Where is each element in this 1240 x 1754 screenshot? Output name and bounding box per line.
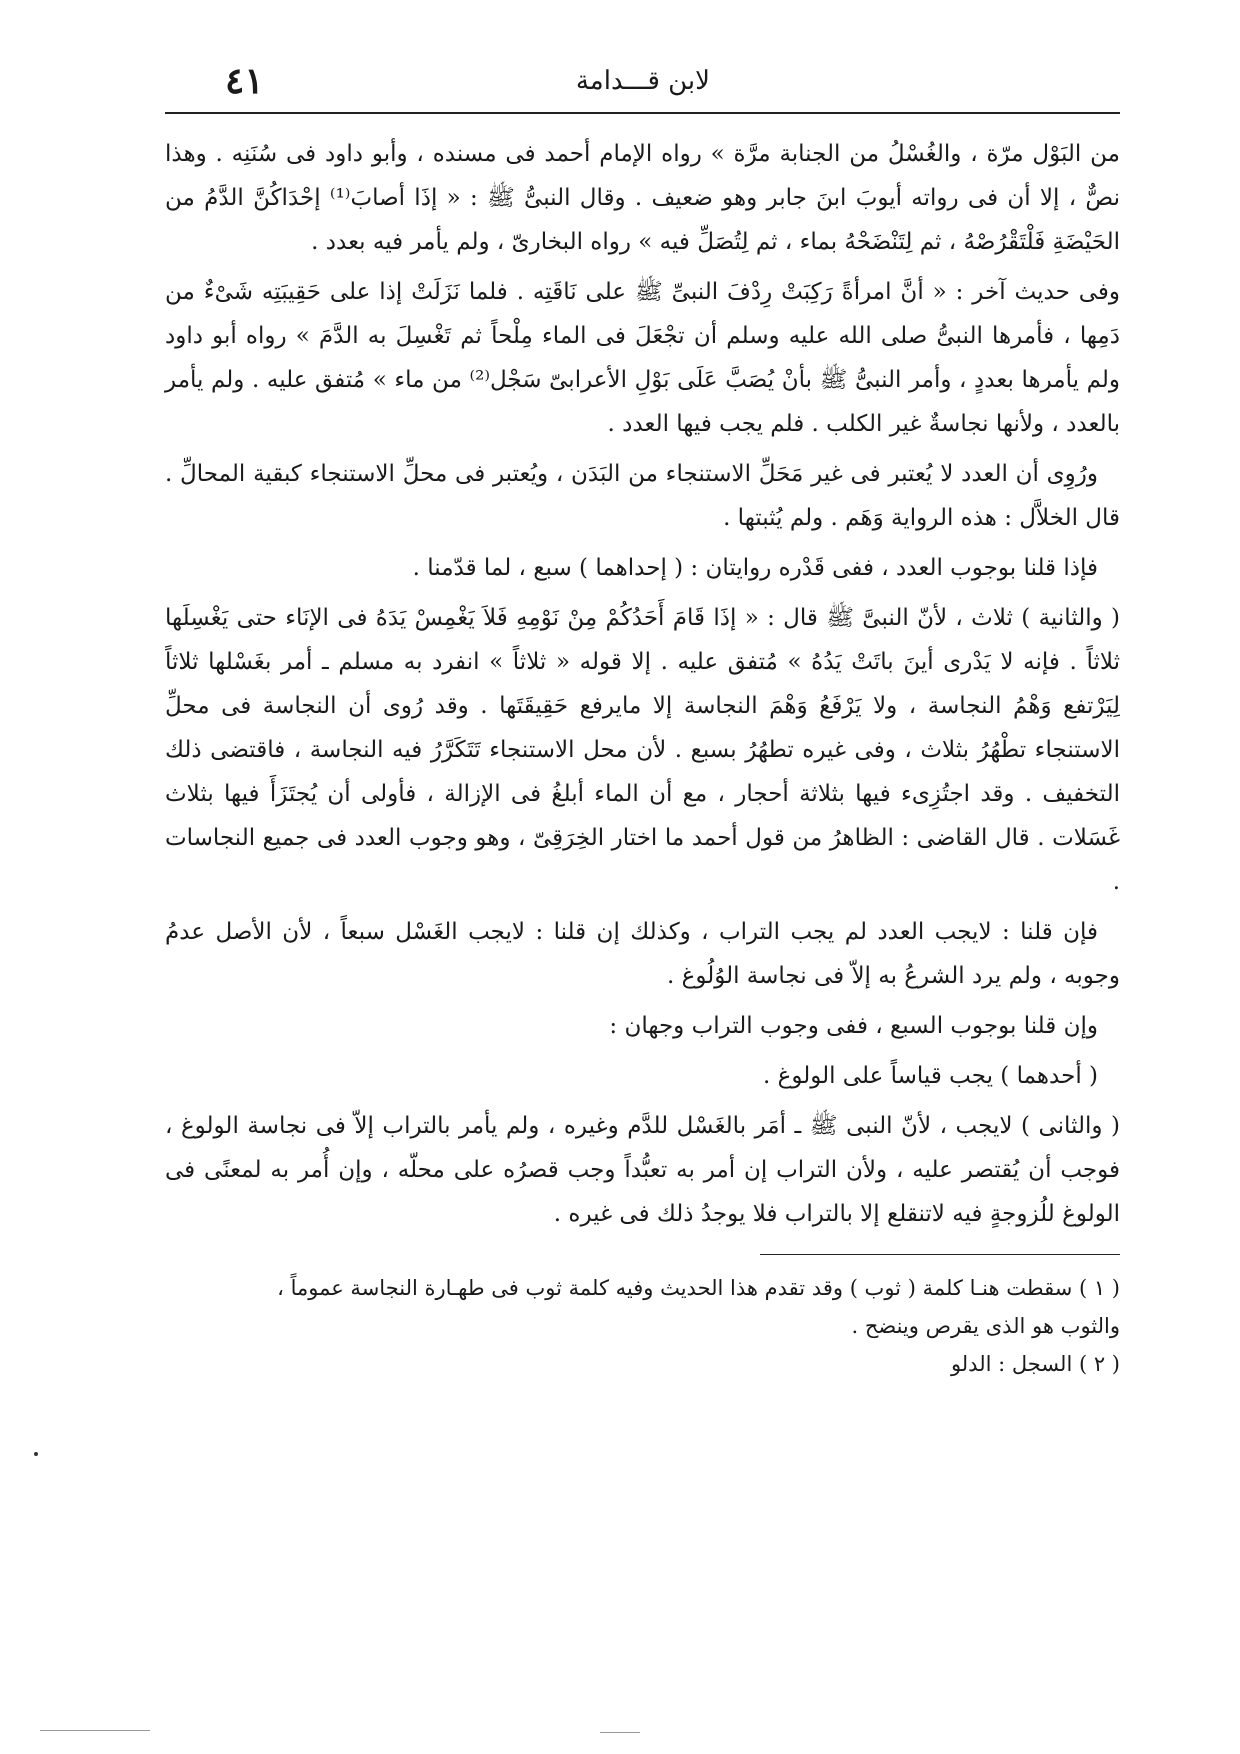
footnote-divider (760, 1254, 1120, 1255)
footnotes (165, 1269, 1120, 1383)
paragraph: وفى حديث آخر : « أنَّ امرأةً رَكِبَتْ رِدْفَ النبىِّ ﷺ على نَاقَتِه . فلما نَزَلَتْ إذا على حَقِيبَتِه شَىْءٌ من دَمِها ، فأمرها النبىُّ صلى الله عليه وسلم أن تجْعَلَ فى الماء مِلْحاً ثم تَغْسِلَ به الدَّمَ » رواه أبو داود ولم يأمرها بعددٍ ، وأمر النبىُّ ﷺ بأنْ يُصَبَّ عَلَى بَوْلِ الأعرابىّ سَجْل⁽²⁾ من ماء » مُتفق عليه . ولم يأمر بالعدد ، ولأنها نجاسةٌ غير الكلب . فلم يجب فيها العدد . (165, 279, 1120, 437)
scan-speck (34, 1452, 38, 1456)
body-text (165, 132, 1120, 1236)
paragraph: وإن قلنا بوجوب السبع ، ففى وجوب التراب وجهان : (609, 1013, 1098, 1039)
footnote-1-line-2: والثوب هو الذى يقرص وينضح . (851, 1314, 1120, 1338)
footnote-1-line-1: ( ١ ) سقطت هنـا كلمة ( ثوب ) وقد تقدم هذا الحديث وفيه كلمة ثوب فى طهـارة النجاسة عموماً ، (277, 1276, 1120, 1300)
scan-artifact (40, 1730, 150, 1731)
paragraph: ( والثانى ) لايجب ، لأنّ النبى ﷺ ـ أمَر بالغَسْل للدَّم وغيره ، ولم يأمر بالتراب إلاّ فى نجاسة الولوغ ، فوجب أن يُقتصر عليه ، ولأن التراب إن أمر به تعبُّداً وجب قصرُه على محلّه ، وإن أُمر به لمعنًى فى الولوغ للُزوجةٍ فيه لاتنقلع إلا بالتراب فلا يوجدُ ذلك فى غيره . (165, 1113, 1120, 1227)
running-title: لابن قـــدامة (575, 66, 710, 96)
running-head (165, 60, 1120, 114)
paragraph: فإذا قلنا بوجوب العدد ، ففى قَدْره روايتان : ( إحداهما ) سبع ، لما قدّمنا . (412, 555, 1098, 581)
page-number: ٤١ (225, 60, 264, 102)
paragraph: من البَوْل مرّة ، والغُسْلُ من الجنابة مرَّة » رواه الإمام أحمد فى مسنده ، وأبو داود فى سُنَنِه . وهذا نصٌّ ، إلا أن فى رواته أيوبَ ابنَ جابر وهو ضعيف . وقال النبىُّ ﷺ : « إذَا أصابَ⁽¹⁾ إحْدَاكُنَّ الدَّمُ من الحَيْضَةِ فَلْتَقْرُصْهُ ، ثم لِتَنْضَحْهُ بماء ، ثم لِتُصَلِّ فيه » رواه البخارىّ ، ولم يأمر فيه بعدد . (165, 141, 1120, 255)
paragraph: فإن قلنا : لايجب العدد لم يجب التراب ، وكذلك إن قلنا : لايجب الغَسْل سبعاً ، لأن الأصل عدمُ وجوبه ، ولم يرد الشرعُ به إلاّ فى نجاسة الوُلُوغ . (165, 919, 1120, 989)
book-page (165, 60, 1120, 1720)
footnote-2: ( ٢ ) السجل : الدلو (950, 1352, 1120, 1376)
paragraph: ورُوِى أن العدد لا يُعتبر فى غير مَحَلِّ الاستنجاء من البَدَن ، ويُعتبر فى محلِّ الاستنجاء كبقية المحالِّ . قال الخلاَّل : هذه الرواية وَهَم . ولم يُثبتها . (165, 461, 1120, 531)
paragraph: ( والثانية ) ثلاث ، لأنّ النبىَّ ﷺ قال : « إذَا قَامَ أَحَدُكُمْ مِنْ نَوْمِهِ فَلاَ يَغْمِسْ يَدَهُ فى الإنَاء حتى يَغْسِلَها ثلاثاً . فإنه لا يَدْرى أينَ باتَتْ يَدُهُ » مُتفق عليه . إلا قوله « ثلاثاً » انفرد به مسلم ـ أمر بغَسْلها ثلاثاً لِيَرْتفع وَهْمُ النجاسة ، ولا يَرْفَعُ وَهْمَ النجاسة إلا مايرفع حَقِيقَتَها . وقد رُوى أن النجاسة فى محلِّ الاستنجاء تطْهُرُ بثلاث ، وفى غيره تطهُرُ بسبع . لأن محل الاستنجاء تَتَكَرَّرُ فيه النجاسة ، فاقتضى ذلك التخفيف . وقد اجتُزِىء فيها بثلاثة أحجار ، مع أن الماء أبلغُ فى الإزالة ، فأولى أن يُجتَزَأَ فيها بثلاث غَسَلات . قال القاضى : الظاهرُ من قول أحمد ما اختار الخِرَقِىّ ، وهو وجوب العدد فى جميع النجاسات . (165, 605, 1120, 895)
paragraph: ( أحدهما ) يجب قياساً على الولوغ . (762, 1063, 1098, 1089)
scan-artifact (600, 1732, 640, 1733)
